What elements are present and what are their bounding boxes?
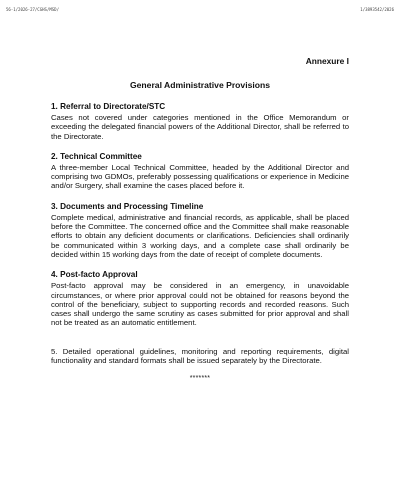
section-heading: 2. Technical Committee [51,151,142,161]
section-text: Post-facto approval may be considered in an emergency, in unavoidable circumstances, or where prior approval could not be obtained for reasons beyond the control of the beneficiary, subject to supporting records and recorded reasons. Such cases shall undergo the same scrutiny as cases submitted for prior approval and shall not be treated as an automatic entitlement. [51,281,349,328]
section-heading: 3. Documents and Processing Timeline [51,201,204,211]
section-operational-guidelines [51,347,349,366]
section-technical-committee [51,152,349,191]
document-number: 1/3893542/2026 [360,7,394,12]
annexure-label: Annexure I [305,56,349,66]
file-number: 56-1/2026-27/CGHS/MSD/ [6,7,59,12]
document-title: General Administrative Provisions [129,80,271,90]
closing-text: 5. Detailed operational guidelines, monitoring and reporting requirements, digital functionality and standard formats shall be issued separately by the Directorate. [51,346,349,366]
section-text: Complete medical, administrative and financial records, as applicable, shall be placed before the Committee. The concerned office and the Committee shall make reasonable efforts to obtain any deficient documents or clarifications. Deficiencies shall ordinarily be communicated within 3 working days, and a complete case shall ordinarily be decided within 15 working days from the date of receipt of complete documents. [51,212,349,259]
section-post-facto-approval [51,270,349,327]
section-text: A three-member Local Technical Committee, headed by the Additional Director and comprising two GDMOs, preferably possessing qualifications or experience in Medicine and/or Surgery, shall examine the cases placed before it. [51,162,349,191]
file-reference-header [6,6,394,14]
section-referral [51,102,349,141]
section-documents-timeline [51,202,349,259]
section-heading: 4. Post-facto Approval [51,270,138,280]
document-body [51,56,349,383]
section-text: Cases not covered under categories mentioned in the Office Memorandum or exceeding the delegated financial powers of the Additional Director, shall be referred to the Directorate. [51,113,349,141]
end-of-document-mark: ******* [189,375,211,383]
section-heading: 1. Referral to Directorate/STC [51,102,166,111]
